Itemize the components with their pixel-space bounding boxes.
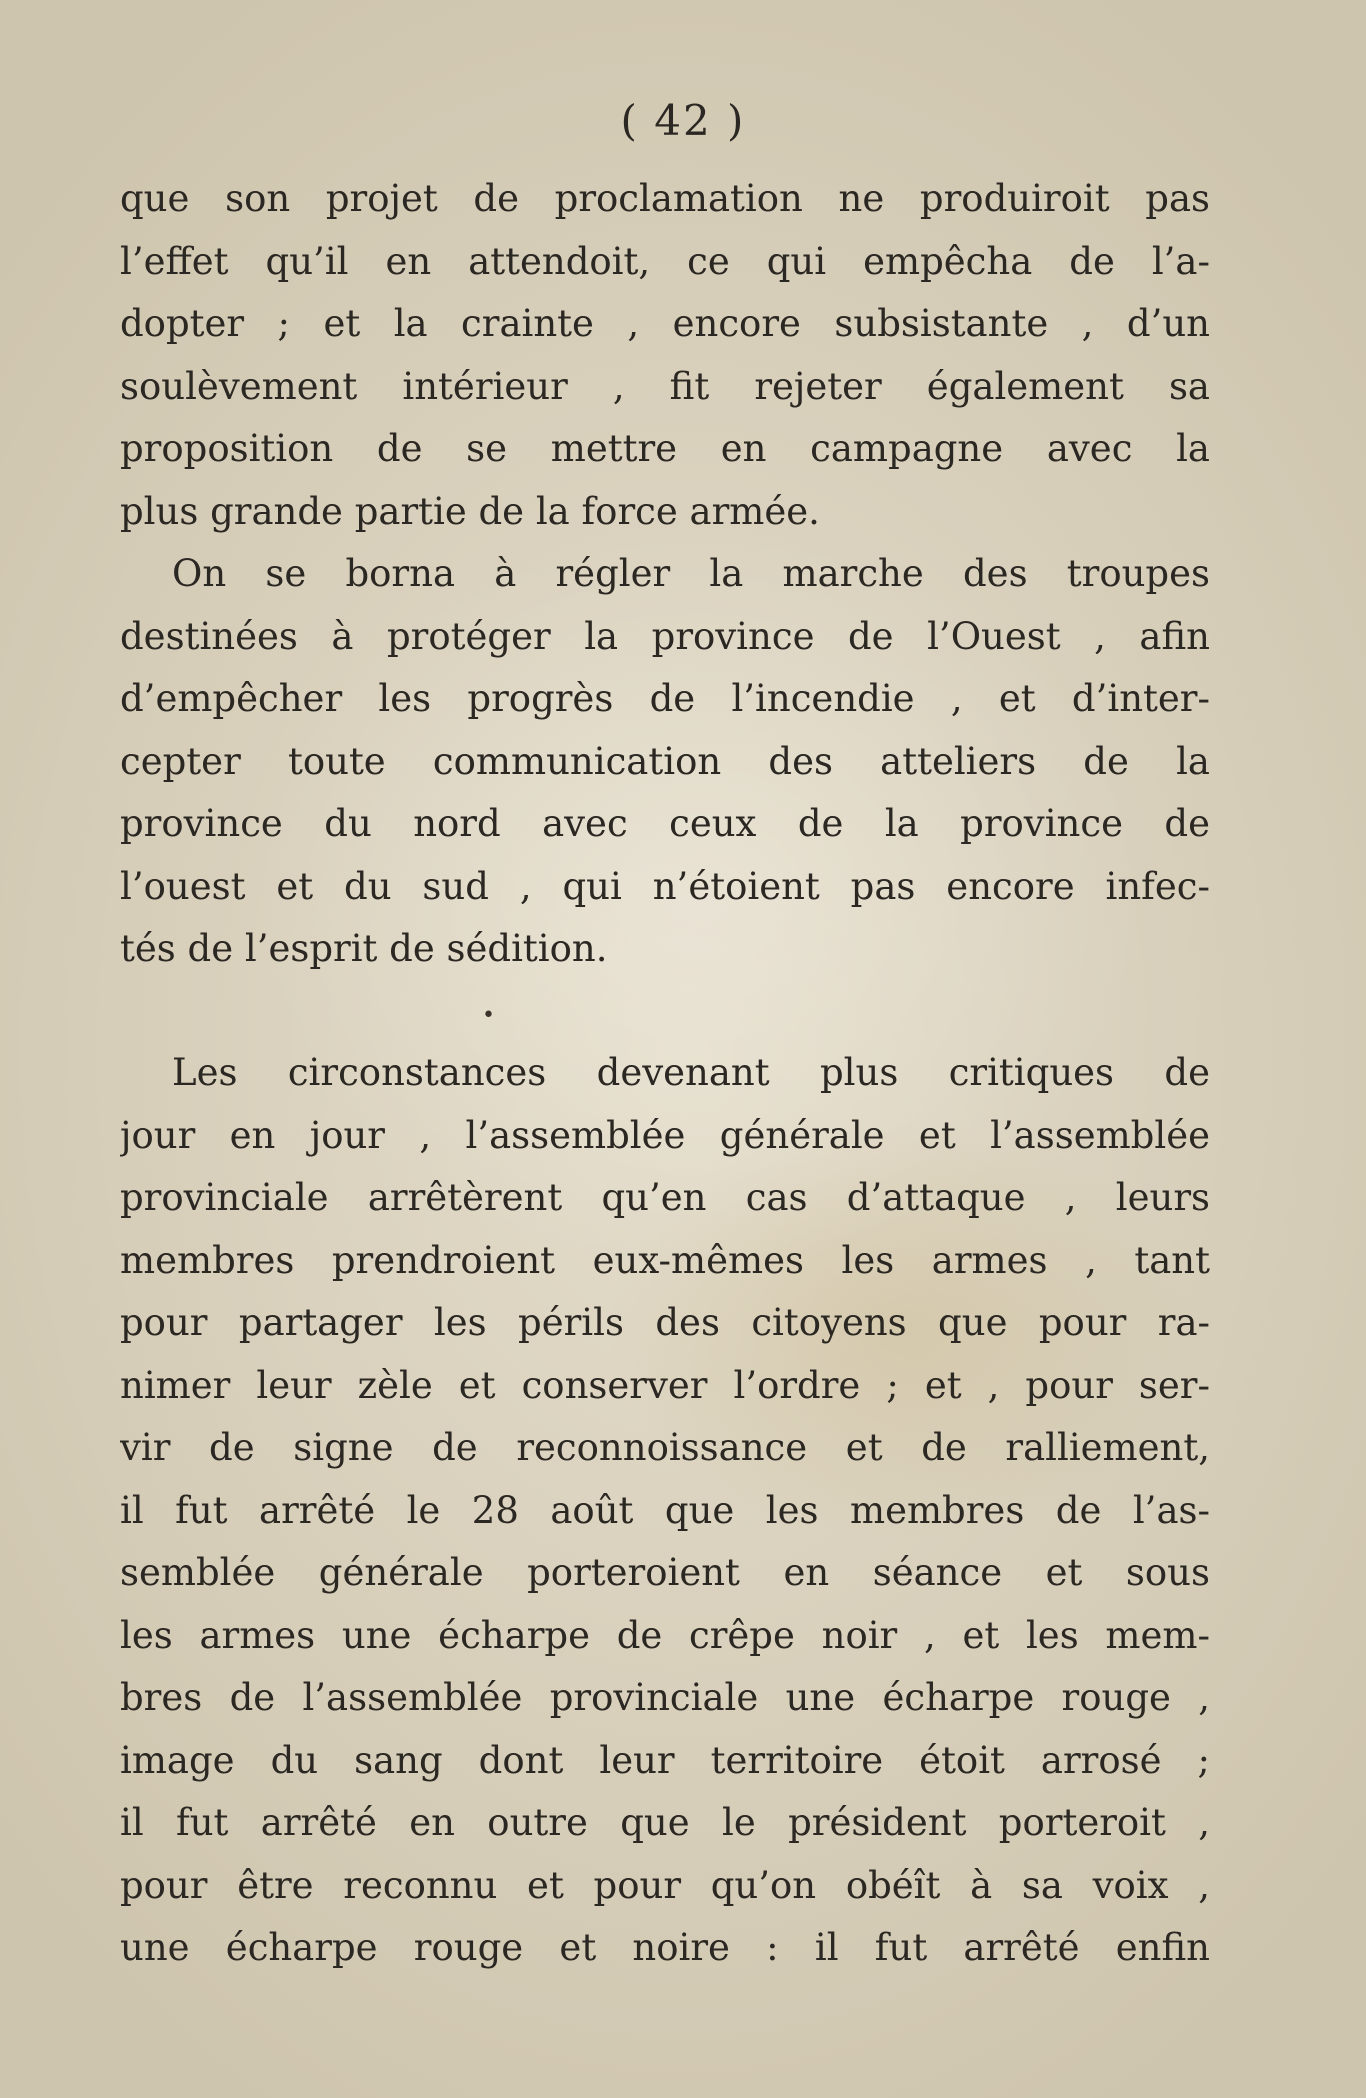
text-line: soulèvement intérieur , fit rejeter également sa: [120, 364, 1210, 408]
text-line: pour partager les périls des citoyens que pour ra-: [120, 1301, 1210, 1344]
text-line: il fut arrêté en outre que le président porteroit ,: [120, 1801, 1210, 1844]
text-line: membres prendroient eux-mêmes les armes , tant: [120, 1238, 1210, 1282]
text-line: province du nord avec ceux de la province de: [120, 802, 1210, 845]
text-line: bres de l’assemblée provinciale une écharpe rouge ,: [120, 1676, 1210, 1719]
text-line: que son projet de proclamation ne produiroit pas: [120, 177, 1210, 220]
text-line: il fut arrêté le 28 août que les membres de l’as-: [120, 1488, 1210, 1532]
text-line: provinciale arrêtèrent qu’en cas d’attaque , leurs: [120, 1176, 1210, 1219]
text-line: d’empêcher les progrès de l’incendie , et d’inter-: [120, 677, 1210, 720]
text-line: semblée générale porteroient en séance et sous: [120, 1551, 1210, 1594]
paragraph-3: [120, 1042, 1210, 1980]
text-line: l’effet qu’il en attendoit, ce qui empêcha de l’a-: [120, 239, 1210, 283]
paragraph-1: [120, 168, 1210, 543]
page-number: ( 42 ): [620, 96, 746, 145]
text-block-lower: [120, 1042, 1210, 1980]
text-line: dopter ; et la crainte , encore subsistante , d’un: [120, 302, 1210, 345]
text-line: une écharpe rouge et noire : il fut arrêté enfin: [120, 1926, 1210, 1969]
text-line: jour en jour , l’assemblée générale et l’assemblée: [120, 1113, 1210, 1157]
text-line: nimer leur zèle et conserver l’ordre ; et , pour ser-: [120, 1363, 1210, 1407]
text-line: l’ouest et du sud , qui n’étoient pas encore infec-: [120, 864, 1210, 908]
text-line: les armes une écharpe de crêpe noir , et les mem-: [120, 1613, 1210, 1657]
section-mark: •: [482, 1003, 495, 1028]
text-line: tés de l’esprit de sédition.: [120, 927, 608, 970]
text-line: proposition de se mettre en campagne avec la: [120, 427, 1210, 470]
text-line: plus grande partie de la force armée.: [120, 489, 820, 533]
text-line: On se borna à régler la marche des troupes: [172, 552, 1210, 595]
text-block-upper: [120, 168, 1210, 981]
text-line: destinées à protéger la province de l’Ouest , afin: [120, 614, 1210, 658]
text-line: Les circonstances devenant plus critiques de: [172, 1051, 1210, 1094]
text-line: cepter toute communication des atteliers de la: [120, 739, 1210, 783]
text-line: pour être reconnu et pour qu’on obéît à sa voix ,: [120, 1863, 1210, 1907]
text-line: image du sang dont leur territoire étoit arrosé ;: [120, 1738, 1210, 1782]
paragraph-2: [120, 543, 1210, 981]
text-line: vir de signe de reconnoissance et de ralliement,: [120, 1426, 1210, 1469]
